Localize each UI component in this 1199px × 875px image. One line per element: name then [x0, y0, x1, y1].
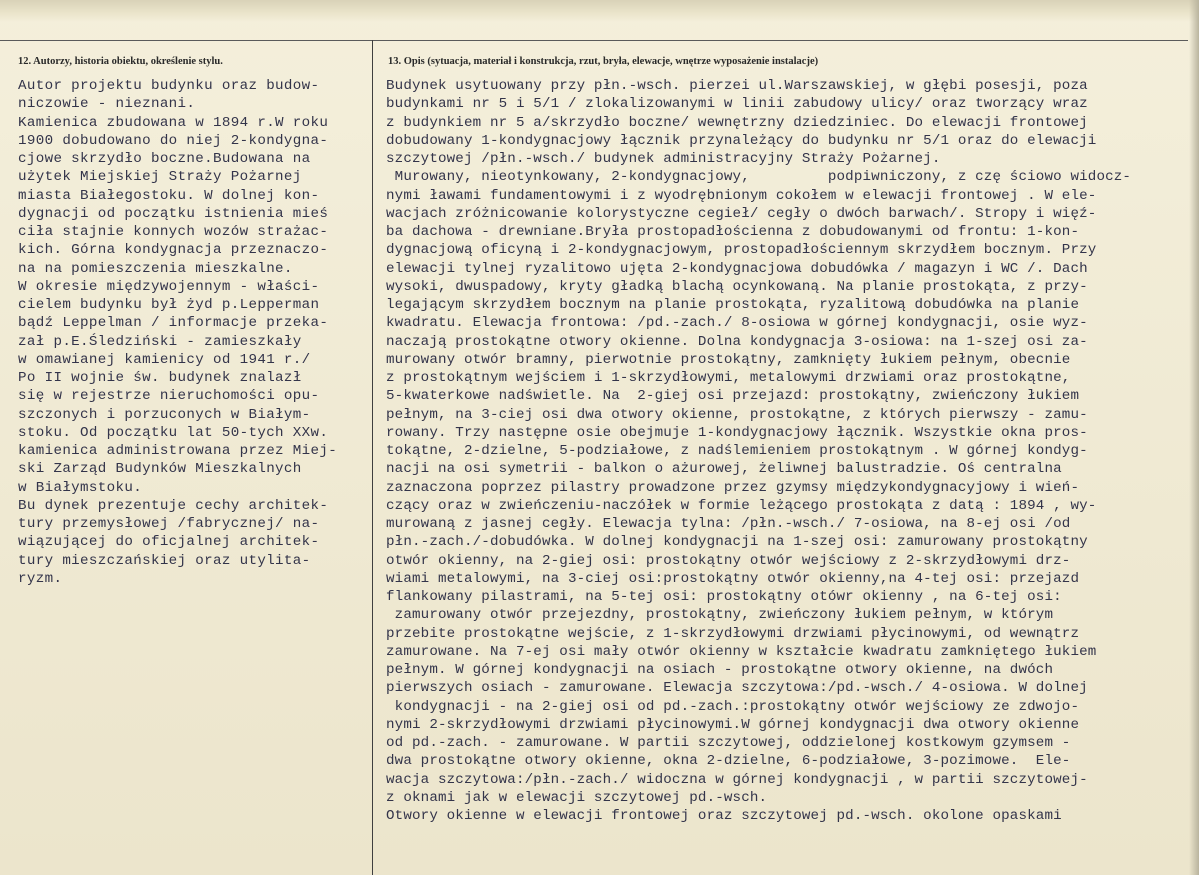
text-line: od pd.-zach. - zamurowane. W partii szczytowej, oddzielonej kostkowym gzymsem -: [386, 735, 1071, 751]
section-13-heading: 13. Opis (sytuacja, materiał i konstrukcja, rzut, bryła, elewacje, wnętrze wyposażenie instalacje): [388, 56, 819, 67]
text-line: murowany otwór bramny, pierwotnie prostokątny, zamknięty łukiem pełnym, obecnie: [386, 351, 1071, 368]
text-line: nymi 2-skrzydłowymi drzwiami płycinowymi.W górnej kondygnacji dwa otwory okienne: [386, 716, 1080, 733]
text-line: Bu dynek prezentuje cechy architek-: [18, 497, 329, 514]
text-line: Autor projektu budynku oraz budow-: [18, 78, 320, 94]
text-line: kamienica administrowana przez Miej-: [18, 443, 338, 459]
text-line: W okresie międzywojennym - właści-: [18, 278, 320, 295]
text-line: ba dachowa - drewniane.Bryła prostopadłościenna z dobudowanymi od frontu: 1-kon-: [386, 224, 1080, 240]
text-line: płn.-zach./-dobudówka. W dolnej kondygnacji na 1-szej osi: zamurowany prostokątny: [386, 534, 1088, 551]
text-line: kich. Górna kondygnacja przeznaczo-: [18, 242, 329, 259]
text-line: zamurowany otwór przejezdny, prostokątny, zwieńczony łukiem pełnym, w którym: [386, 607, 1054, 624]
text-line: z budynkiem nr 5 a/skrzydło boczne/ wewnętrzny dziedziniec. Do elewacji frontowej: [386, 114, 1088, 131]
text-line: Otwory okienne w elewacji frontowej oraz szczytowej pd.-wsch. okolone opaskami: [386, 808, 1062, 824]
text-line: Murowany, nieotynkowany, 2-kondygnacjowy, podpiwniczony, z czę ściowo widocz-: [386, 169, 1132, 186]
text-line: stoku. Od początku lat 50-tych XXw.: [18, 424, 329, 441]
text-line: pełnym. W górnej kondygnacji na osiach - prostokątne otwory okienne, na dwóch: [386, 662, 1054, 678]
page-top-edge: [0, 0, 1199, 22]
description-text-column: [386, 77, 1191, 825]
text-line: szczonych i porzuconych w Białym-: [18, 406, 311, 423]
text-line: cielem budynku był żyd p.Lepperman: [18, 297, 320, 313]
text-line: pełnym, na 3-ciej osi dwa otwory okienne, prostokątne, z których pierwszy - zamu-: [386, 406, 1088, 423]
text-line: tury przemysłowej /fabrycznej/ na-: [18, 516, 320, 532]
text-line: zamurowane. Na 7-ej osi mały otwór okienny w kształcie kwadratu zamkniętego łukiem: [386, 643, 1097, 660]
text-line: dygnacjową oficyną i 2-kondygnacjowym, prostopadłościennym skrzydłem bocznym. Przy: [386, 242, 1097, 259]
text-line: miasta Białegostoku. W dolnej kon-: [18, 187, 320, 204]
text-line: czący oraz w zwieńczeniu-naczółek w formie leżącego prostokąta z datą : 1894 , wy-: [386, 497, 1097, 514]
text-line: przebite prostokątne wejście, z 1-skrzydłowymi drzwiami płycinowymi, od wewnątrz: [386, 625, 1080, 642]
text-line: bądź Leppelman / informacje przeka-: [18, 315, 329, 332]
text-line: kondygnacji - na 2-giej osi od pd.-zach.:prostokątny otwór wejściowy ze zdwojo-: [386, 698, 1080, 715]
text-line: naczają prostokątne otwory okienne. Dolna kondygnacja 3-osiowa: na 1-szej osi za-: [386, 333, 1088, 350]
text-line: 5-kwaterkowe nadświetle. Na 2-giej osi przejazd: prostokątny, zwieńczony łukiem: [386, 388, 1080, 405]
column-divider: [372, 40, 373, 875]
text-line: tokątne, 2-dzielne, 5-podziałowe, z nadślemieniem prostokątnym . W górnej kondyg-: [386, 443, 1088, 459]
text-line: dobudowany 1-kondygnacjowy łącznik przynależący do budynku nr 5/1 oraz do elewacji: [386, 132, 1097, 149]
text-line: użytek Miejskiej Straży Pożarnej: [18, 169, 302, 186]
text-line: wacja szczytowa:/płn.-zach./ widoczna w górnej kondygnacji , w partii szczytowej-: [386, 771, 1088, 788]
text-line: cjowe skrzydło boczne.Budowana na: [18, 151, 311, 167]
text-line: z oknami jak w elewacji szczytowej pd.-wsch.: [386, 789, 768, 806]
text-line: Budynek usytuowany przy płn.-wsch. pierzei ul.Warszawskiej, w głębi posesji, poza: [386, 78, 1088, 94]
text-line: flankowany pilastrami, na 5-tej osi: prostokątny otówr okienny , na 6-tej osi:: [386, 589, 1062, 605]
text-line: ryzm.: [18, 570, 63, 587]
text-line: Po II wojnie św. budynek znalazł: [18, 370, 302, 386]
text-line: wysoki, dwuspadowy, kryty gładką blachą ocynkowaną. Na planie prostokąta, z przy-: [386, 278, 1088, 295]
text-line: otwór okienny, na 2-giej osi: prostokątny otwór wejściowy z 2-skrzydłowymi drz-: [386, 552, 1071, 569]
text-line: legającym skrzydłem bocznym na planie prostokąta, ryzalitową dobudówka na planie: [386, 297, 1080, 313]
text-line: nacji na osi symetrii - balkon o ażurowej, żeliwnej balustradzie. Oś centralna: [386, 461, 1062, 478]
text-line: dwa prostokątne otwory okienne, okna 2-dzielne, 6-podziałowe, 3-pozimowe. Ele-: [386, 753, 1071, 770]
text-line: w Białymstoku.: [18, 479, 143, 496]
section-12-heading: 12. Autorzy, historia obiektu, określenie stylu.: [18, 56, 223, 67]
text-line: zał p.E.Śledziński - zamieszkały: [18, 333, 302, 350]
text-line: wiami metalowymi, na 3-ciej osi:prostokątny otwór okienny,na 4-tej osi: przejazd: [386, 570, 1080, 587]
text-line: niczowie - nieznani.: [18, 96, 196, 113]
history-text-column: [18, 77, 370, 588]
text-line: dygnacji od początku istnienia mieś: [18, 205, 329, 222]
text-line: murowaną z jasnej cegły. Elewacja tylna: /płn.-wsch./ 7-osiowa, na 8-ej osi /od: [386, 516, 1071, 532]
text-line: ciła stajnie konnych wozów strażac-: [18, 224, 329, 240]
text-line: rowany. Trzy następne osie obejmuje 1-kondygnacjowy łącznik. Wszystkie okna pros-: [386, 424, 1088, 441]
text-line: wiązującej do oficjalnej architek-: [18, 534, 320, 551]
text-line: w omawianej kamienicy od 1941 r./: [18, 351, 311, 368]
text-line: elewacji tylnej ryzalitowo ujęta 2-kondygnacjowa dobudówka / magazyn i WC /. Dach: [386, 260, 1088, 277]
text-line: budynkami nr 5 i 5/1 / zlokalizowanymi w linii zabudowy ulicy/ oraz tworzący wraz: [386, 96, 1088, 113]
text-line: z prostokątnym wejściem i 1-skrzydłowymi, metalowymi drzwiami oraz prostokątne,: [386, 370, 1071, 386]
text-line: 1900 dobudowano do niej 2-kondygna-: [18, 132, 329, 149]
text-line: kwadratu. Elewacja frontowa: /pd.-zach./ 8-osiowa w górnej kondygnacji, osie wyz-: [386, 315, 1088, 332]
header-rule: [0, 40, 1188, 41]
text-line: na na pomieszczenia mieszkalne.: [18, 260, 293, 277]
text-line: pierwszych osiach - zamurowane. Elewacja szczytowa:/pd.-wsch./ 4-osiowa. W dolnej: [386, 680, 1088, 697]
text-line: tury mieszczańskiej oraz utylita-: [18, 552, 311, 569]
text-line: Kamienica zbudowana w 1894 r.W roku: [18, 114, 329, 131]
text-line: szczytowej /płn.-wsch./ budynek administracyjny Straży Pożarnej.: [386, 151, 941, 167]
text-line: ski Zarząd Budynków Mieszkalnych: [18, 461, 302, 478]
text-line: zaznaczona poprzez pilastry prowadzone przez gzymsy międzykondygnacyjowy i wień-: [386, 479, 1080, 496]
text-line: nymi ławami fundamentowymi i z wyodrębnionym cokołem w elewacji frontowej . W ele-: [386, 187, 1097, 204]
text-line: się w rejestrze nieruchomości opu-: [18, 388, 320, 405]
text-line: wacjach zróżnicowanie kolorystyczne cegieł/ cegły o dwóch barwach/. Stropy i więź-: [386, 205, 1097, 222]
